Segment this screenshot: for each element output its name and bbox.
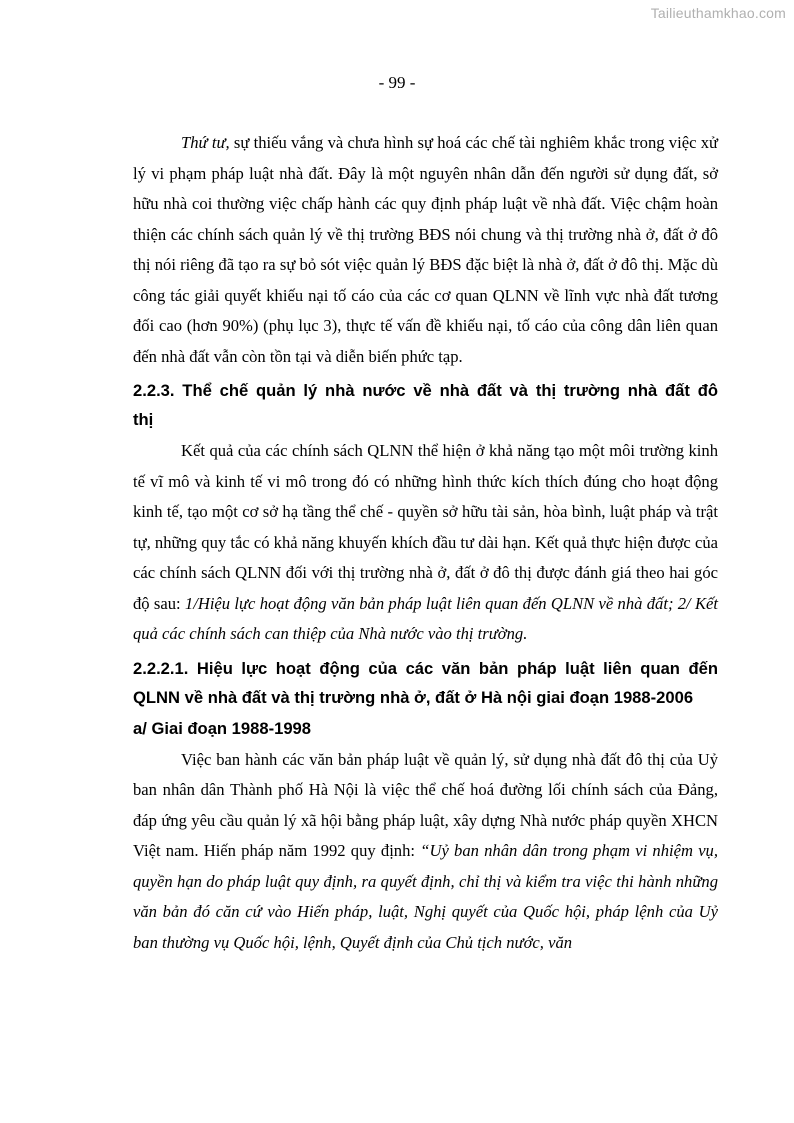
paragraph-quote: “Uỷ ban nhân dân trong phạm vi nhiệm vụ, quyền hạn do pháp luật quy định, ra quyết định, chỉ thị và kiểm tra việc thi hành những văn bản đó căn cứ vào Hiến pháp, luật, Nghị quyết của Quốc hội, pháp lệnh của Uỷ ban thường vụ Quốc hội, lệnh, Quyết định của Chủ tịch nước, văn [133, 841, 718, 952]
paragraph-ban-hanh [133, 745, 718, 959]
paragraph-text: Việc ban hành các văn bản pháp luật về quản lý, sử dụng nhà đất đô thị của Uỷ ban nhân dân Thành phố Hà Nội là việc thể chế hoá đường lối chính sách của Đảng, đáp ứng yêu cầu quản lý xã hội bằng pháp luật, xây dựng Nhà nước pháp quyền XHCN Việt nam. Hiến pháp năm 1992 quy định: [133, 749, 718, 860]
paragraph-lead: Thứ tư, [181, 133, 230, 152]
page-number: - 99 - [378, 73, 416, 92]
paragraph-italic: 1/Hiệu lực hoạt động văn bản pháp luật liên quan đến QLNN về nhà đất; 2/ Kết quả các chính sách can thiệp của Nhà nước vào thị trường. [133, 593, 719, 643]
document-body [133, 128, 718, 958]
paragraph-ket-qua [133, 436, 718, 650]
section-heading-2-2-3: 2.2.3. Thể chế quản lý nhà nước về nhà đất và thị trường nhà đất đô thị [133, 381, 718, 429]
watermark-text: Tailieuthamkhao.com [650, 5, 786, 21]
paragraph-text: Kết quả của các chính sách QLNN thể hiện ở khả năng tạo một môi trường kinh tế vĩ mô và kinh tế vi mô trong đó có những hình thức kích thích đúng cho hoạt động kinh tế, tạo một cơ sở hạ tầng thể chế - quyền sở hữu tài sản, hòa bình, luật pháp và trật tự, những quy tắc có khả năng khuyến khích đầu tư dài hạn. Kết quả thực hiện được của các chính sách QLNN đối với thị trường nhà ở, đất ở đô thị được đánh giá theo hai góc độ sau: [133, 441, 718, 613]
paragraph-thu-tu [133, 128, 718, 372]
section-heading-2-2-2-1: 2.2.2.1. Hiệu lực hoạt động của các văn bản pháp luật liên quan đến QLNN về nhà đất và thị trường nhà ở, đất ở Hà nội giai đoạn 1988-2006 [133, 658, 718, 707]
paragraph-text: sự thiếu vắng và chưa hình sự hoá các chế tài nghiêm khắc trong việc xử lý vi phạm pháp luật nhà đất. Đây là một nguyên nhân dẫn đến người sử dụng đất, sở hữu nhà coi thường việc chấp hành các quy định pháp luật về nhà đất. Việc chậm hoàn thiện các chính sách quản lý về thị trường BĐS nói chung và thị trường nhà ở, đất ở đô thị nói riêng đã tạo ra sự bỏ sót việc quản lý BĐS đặc biệt là nhà ở, đất ở đô thị. Mặc dù công tác giải quyết khiếu nại tố cáo của các cơ quan QLNN về lĩnh vực nhà đất tương đối cao (hơn 90%) (phụ lục 3), thực tế vấn đề khiếu nại, tố cáo của công dân liên quan đến nhà đất vẫn còn tồn tại và diễn biến phức tạp. [133, 133, 718, 366]
subsection-heading-a: a/ Giai đoạn 1988-1998 [133, 718, 312, 738]
